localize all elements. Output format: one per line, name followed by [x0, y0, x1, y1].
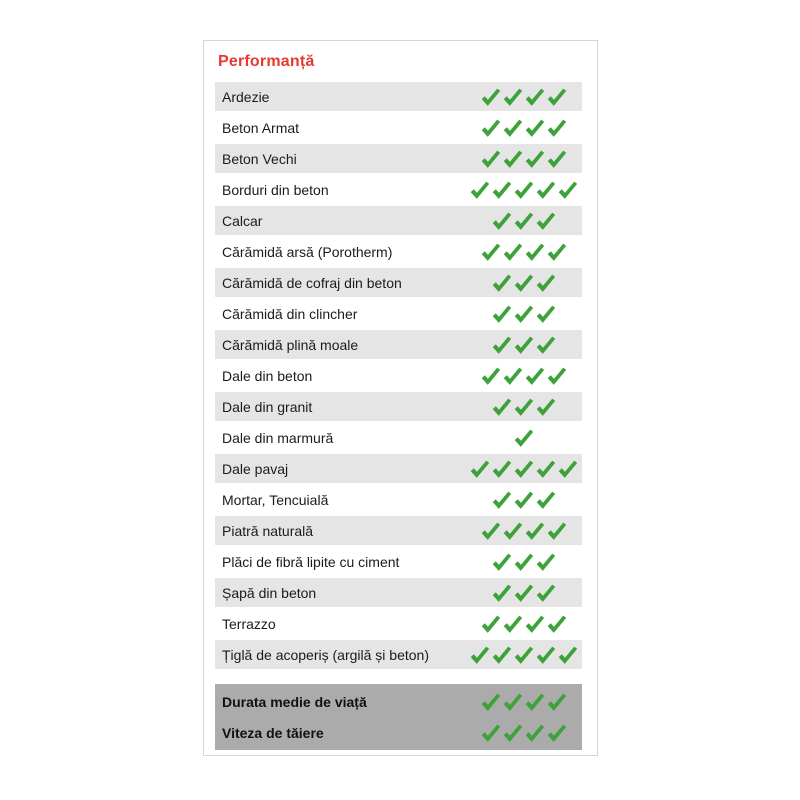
- check-icon: [491, 552, 512, 571]
- check-icon: [502, 366, 523, 385]
- row-label: Dale pavaj: [222, 460, 289, 477]
- check-icon: [535, 397, 556, 416]
- table-row: [215, 423, 582, 452]
- table-row: [215, 485, 582, 514]
- check-icon: [535, 552, 556, 571]
- rating-checks: [464, 428, 582, 447]
- table-row: [215, 717, 582, 748]
- check-icon: [546, 149, 567, 168]
- check-icon: [502, 692, 523, 711]
- check-icon: [513, 180, 534, 199]
- check-icon: [524, 118, 545, 137]
- row-label: Beton Armat: [222, 119, 300, 136]
- check-icon: [535, 459, 556, 478]
- table-row: [215, 547, 582, 576]
- check-icon: [469, 459, 490, 478]
- performance-panel: [203, 40, 598, 756]
- row-label: Cărămidă plină moale: [222, 336, 359, 353]
- row-label: Piatră naturală: [222, 522, 314, 539]
- check-icon: [469, 180, 490, 199]
- check-icon: [480, 614, 501, 633]
- check-icon: [502, 242, 523, 261]
- rating-checks: [464, 583, 582, 602]
- row-label: Cărămidă din clincher: [222, 305, 358, 322]
- row-label: Cărămidă de cofraj din beton: [222, 274, 402, 291]
- row-label: Durata medie de viață: [222, 693, 367, 710]
- check-icon: [513, 211, 534, 230]
- check-icon: [513, 552, 534, 571]
- check-icon: [491, 397, 512, 416]
- check-icon: [502, 118, 523, 137]
- check-icon: [557, 645, 578, 664]
- table-row: [215, 299, 582, 328]
- check-icon: [535, 180, 556, 199]
- rating-checks: [464, 149, 582, 168]
- table-row: [215, 361, 582, 390]
- check-icon: [546, 87, 567, 106]
- check-icon: [535, 645, 556, 664]
- check-icon: [502, 723, 523, 742]
- check-icon: [480, 149, 501, 168]
- check-icon: [513, 645, 534, 664]
- check-icon: [480, 692, 501, 711]
- check-icon: [513, 428, 534, 447]
- table-row: [215, 82, 582, 111]
- rating-checks: [464, 645, 582, 664]
- check-icon: [546, 723, 567, 742]
- check-icon: [524, 723, 545, 742]
- check-icon: [546, 614, 567, 633]
- rating-checks: [464, 692, 582, 711]
- row-label: Plăci de fibră lipite cu ciment: [222, 553, 400, 570]
- check-icon: [502, 614, 523, 633]
- check-icon: [524, 242, 545, 261]
- check-icon: [491, 211, 512, 230]
- check-icon: [513, 490, 534, 509]
- table-row: [215, 392, 582, 421]
- check-icon: [524, 692, 545, 711]
- table-row: [215, 175, 582, 204]
- check-icon: [502, 521, 523, 540]
- check-icon: [513, 304, 534, 323]
- check-icon: [491, 490, 512, 509]
- check-icon: [491, 335, 512, 354]
- row-label: Șapă din beton: [222, 584, 317, 601]
- row-label: Mortar, Tencuială: [222, 491, 329, 508]
- row-label: Calcar: [222, 212, 263, 229]
- row-label: Dale din marmură: [222, 429, 334, 446]
- check-icon: [502, 149, 523, 168]
- table-row: [215, 516, 582, 545]
- table-row: [215, 206, 582, 235]
- check-icon: [480, 87, 501, 106]
- rating-checks: [464, 180, 582, 199]
- rating-checks: [464, 490, 582, 509]
- check-icon: [557, 459, 578, 478]
- rating-checks: [464, 335, 582, 354]
- check-icon: [524, 149, 545, 168]
- check-icon: [480, 242, 501, 261]
- rating-checks: [464, 304, 582, 323]
- check-icon: [557, 180, 578, 199]
- row-label: Beton Vechi: [222, 150, 297, 167]
- check-icon: [491, 645, 512, 664]
- check-icon: [524, 521, 545, 540]
- check-icon: [480, 521, 501, 540]
- check-icon: [535, 335, 556, 354]
- table-row: [215, 454, 582, 483]
- check-icon: [546, 692, 567, 711]
- row-label: Cărămidă arsă (Porotherm): [222, 243, 393, 260]
- table-row: [215, 268, 582, 297]
- check-icon: [469, 645, 490, 664]
- summary-section: [215, 684, 582, 750]
- table-row: [215, 609, 582, 638]
- check-icon: [491, 273, 512, 292]
- table-row: [215, 640, 582, 669]
- check-icon: [524, 366, 545, 385]
- check-icon: [513, 273, 534, 292]
- check-icon: [491, 459, 512, 478]
- rating-checks: [464, 366, 582, 385]
- rating-checks: [464, 242, 582, 261]
- check-icon: [535, 490, 556, 509]
- check-icon: [491, 304, 512, 323]
- row-label: Viteza de tăiere: [222, 724, 324, 741]
- rating-checks: [464, 723, 582, 742]
- check-icon: [546, 118, 567, 137]
- check-icon: [546, 521, 567, 540]
- rating-checks: [464, 211, 582, 230]
- table-row: [215, 144, 582, 173]
- check-icon: [480, 723, 501, 742]
- row-label: Dale din beton: [222, 367, 313, 384]
- check-icon: [535, 304, 556, 323]
- row-label: Țiglă de acoperiș (argilă și beton): [222, 646, 429, 663]
- table-row: [215, 330, 582, 359]
- materials-table: [215, 82, 582, 669]
- check-icon: [491, 180, 512, 199]
- row-label: Borduri din beton: [222, 181, 329, 198]
- rating-checks: [464, 521, 582, 540]
- rating-checks: [464, 552, 582, 571]
- rating-checks: [464, 118, 582, 137]
- check-icon: [524, 87, 545, 106]
- check-icon: [546, 242, 567, 261]
- check-icon: [535, 211, 556, 230]
- check-icon: [546, 366, 567, 385]
- rating-checks: [464, 87, 582, 106]
- check-icon: [502, 87, 523, 106]
- panel-title: Performanță: [218, 53, 315, 70]
- check-icon: [535, 583, 556, 602]
- row-label: Ardezie: [222, 88, 270, 105]
- table-row: [215, 237, 582, 266]
- check-icon: [480, 118, 501, 137]
- table-row: [215, 686, 582, 717]
- table-row: [215, 113, 582, 142]
- rating-checks: [464, 273, 582, 292]
- check-icon: [513, 459, 534, 478]
- row-label: Terrazzo: [222, 615, 276, 632]
- rating-checks: [464, 397, 582, 416]
- check-icon: [480, 366, 501, 385]
- check-icon: [513, 397, 534, 416]
- check-icon: [524, 614, 545, 633]
- check-icon: [513, 583, 534, 602]
- row-label: Dale din granit: [222, 398, 313, 415]
- rating-checks: [464, 614, 582, 633]
- check-icon: [513, 335, 534, 354]
- check-icon: [535, 273, 556, 292]
- table-row: [215, 578, 582, 607]
- check-icon: [491, 583, 512, 602]
- rating-checks: [464, 459, 582, 478]
